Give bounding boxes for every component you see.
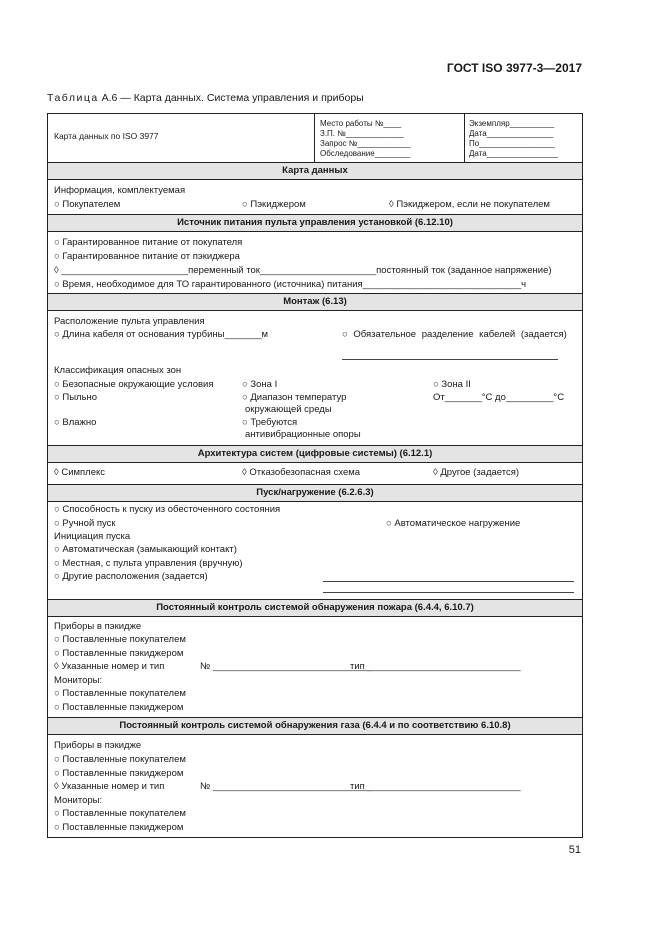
temp-range-line1[interactable]: ○ Диапазон температур [242,392,347,403]
gas-devices-specified[interactable]: ◊ Указанные номер и тип [54,781,165,792]
safe-conditions[interactable]: ○ Безопасные окружающие условия [54,379,214,390]
section-title-gas-detection: Постоянный контроль системой обнаружения газа (6.4.4 и по соответствию 6.10.8) [48,717,582,735]
fire-type-field[interactable]: тип _____________________________ [350,661,521,672]
form-title: Карта данных по ISO 3977 [54,131,159,141]
fire-devices-label: Приборы в пэкидже [54,621,142,632]
field-order-number[interactable]: З.П. №_____________ [320,129,404,138]
section-title-power: Источник питания пульта управления установкой (6.12.10) [48,214,582,232]
option-buyer[interactable]: ○ Покупателем [54,199,121,210]
gas-monitors-packager[interactable]: ○ Поставленные пэкиджером [54,822,184,833]
fire-number-field[interactable]: № ______________________________ [200,661,372,672]
gas-monitors-buyer[interactable]: ○ Поставленные покупателем [54,808,186,819]
fire-monitors-packager[interactable]: ○ Поставленные пэкиджером [54,702,184,713]
gas-number-field[interactable]: № ______________________________ [200,781,372,792]
fire-devices-packager[interactable]: ○ Поставленные пэкиджером [54,648,184,659]
cable-length[interactable]: ○ Длина кабеля от основания турбины_______м [54,329,269,340]
table-caption [47,92,364,104]
arch-other[interactable]: ◊ Другое (задается) [433,467,520,478]
vibration-line2: антивибрационные опоры [245,429,361,440]
start-local[interactable]: ○ Местная, с пульта управления (вручную) [54,558,243,569]
fire-monitors-buyer[interactable]: ○ Поставленные покупателем [54,688,186,699]
fire-monitors-label: Мониторы: [54,675,103,686]
fire-devices-specified[interactable]: ◊ Указанные номер и тип [54,661,165,672]
option-packager[interactable]: ○ Пэкиджером [242,199,306,210]
zone-2[interactable]: ○ Зона II [433,379,471,390]
start-automatic[interactable]: ○ Автоматическая (замыкающий контакт) [54,544,237,555]
manual-start[interactable]: ○ Ручной пуск [54,518,116,529]
form-title-cell [48,114,315,162]
power-ac-dc[interactable]: ◊ ________________________переменный ток______________________постоянный ток (заданное напряжение) [54,265,552,276]
field-date-2[interactable]: Дата________________ [469,149,558,158]
standard-designation: ГОСТ ISO 3977-3—2017 [446,61,582,75]
hazard-class-label: Классификация опасных зон [54,365,182,376]
field-request-number[interactable]: Запрос №____________ [320,139,411,148]
cable-separation[interactable]: ○ Обязательное разделение кабелей (задается) [342,329,567,340]
page-number: 51 [568,844,581,856]
option-packager-not-buyer[interactable]: ◊ Пэкиджером, если не покупателем [389,199,550,210]
panel-location-label: Расположение пульта управления [54,316,205,327]
temp-range-line2: окружающей среды [245,404,332,415]
info-label: Информация, комплектуемая [54,185,186,196]
section-title-start: Пуск/нагружение (6.2.6.3) [48,484,582,502]
section-title-mounting: Монтаж (6.13) [48,293,582,311]
start-other-line-1[interactable] [323,581,574,582]
gas-type-field[interactable]: тип _____________________________ [350,781,521,792]
field-job-number[interactable]: Место работы №____ [320,119,402,128]
gas-monitors-label: Мониторы: [54,795,103,806]
humid[interactable]: ○ Влажно [54,417,97,428]
field-survey[interactable]: Обследование________ [320,149,411,158]
caption-prefix: Таблица [47,92,99,104]
blackstart[interactable]: ○ Способность к пуску из обесточенного состояния [54,504,281,515]
start-initiation-label: Инициация пуска [54,531,131,542]
power-packager[interactable]: ○ Гарантированное питание от пэкиджера [54,251,240,262]
arch-simplex[interactable]: ◊ Симплекс [54,467,106,478]
power-buyer[interactable]: ○ Гарантированное питание от покупателя [54,237,243,248]
start-other-line-2[interactable] [323,592,574,593]
field-copy[interactable]: Экземпляр__________ [469,119,555,128]
auto-loading[interactable]: ○ Автоматическое нагружение [386,518,521,529]
gas-devices-packager[interactable]: ○ Поставленные пэкиджером [54,768,184,779]
zone-1[interactable]: ○ Зона I [242,379,278,390]
section-title-data-sheet: Карта данных [48,162,582,180]
form-header [48,114,582,163]
dusty[interactable]: ○ Пыльно [54,392,98,403]
caption-text: А.6 — Карта данных. Система управления и приборы [101,92,364,104]
data-sheet-table [47,113,583,838]
revision-fields [469,119,558,159]
field-date-1[interactable]: Дата_______________ [469,129,554,138]
section-title-fire-detection: Постоянный контроль системой обнаружения пожара (6.4.4, 6.10.7) [48,599,582,617]
gas-devices-label: Приборы в пэкидже [54,740,142,751]
fire-devices-buyer[interactable]: ○ Поставленные покупателем [54,634,186,645]
power-maintenance-time[interactable]: ○ Время, необходимое для ТО гарантированного (источника) питания______________________________ч [54,279,527,290]
arch-failsafe[interactable]: ◊ Отказобезопасная схема [242,467,361,478]
field-by[interactable]: По_________________ [469,139,555,148]
separation-line[interactable] [342,359,558,360]
job-info-fields [320,119,411,159]
start-other[interactable]: ○ Другие расположения (задается) [54,571,208,582]
section-title-architecture: Архитектура систем (цифровые системы) (6.12.1) [48,445,582,463]
temp-range-values[interactable]: От_______°С до_________°С [433,392,565,403]
vibration-line1[interactable]: ○ Требуются [242,417,298,428]
gas-devices-buyer[interactable]: ○ Поставленные покупателем [54,754,186,765]
